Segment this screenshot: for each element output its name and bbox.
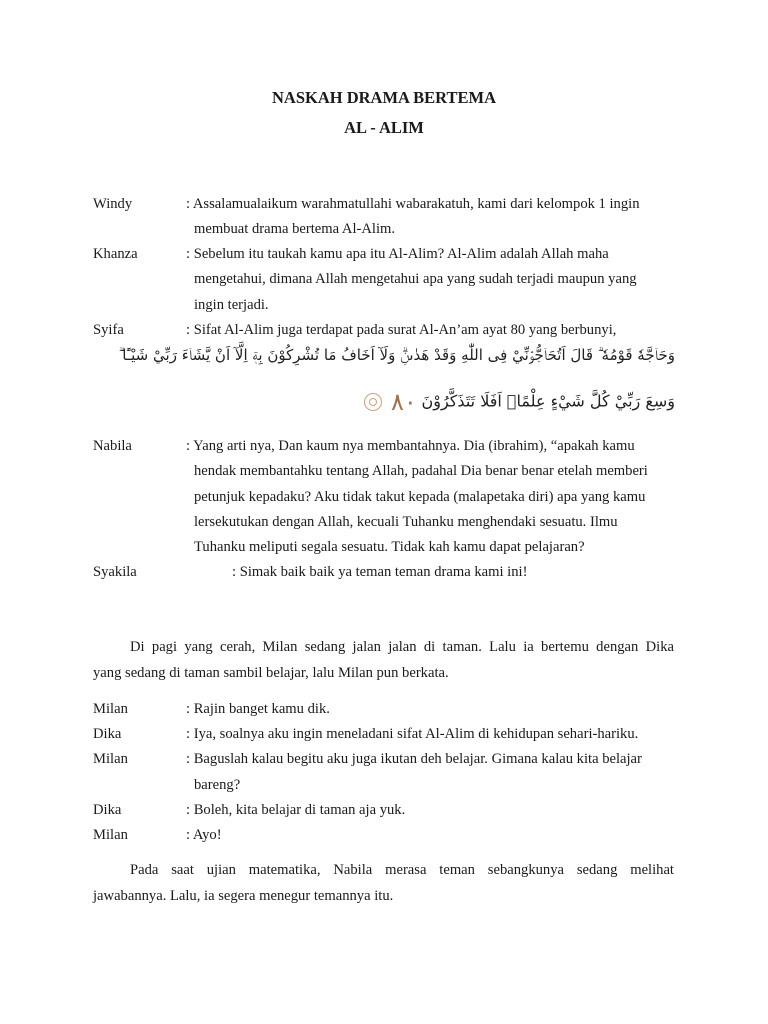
speaker-name: Milan xyxy=(93,751,128,767)
dialog-line: : Sifat Al-Alim juga terdapat pada surat Al-An’am ayat 80 yang berbunyi, xyxy=(186,322,617,338)
dialog-line: lersekutukan dengan Allah, kecuali Tuhanku menghendaki sesuatu. Ilmu xyxy=(194,514,618,530)
ayah-end-marker-icon xyxy=(364,393,382,411)
dialog-line: hendak membantahku tentang Allah, padahal Dia benar benar etelah memberi xyxy=(194,463,648,479)
speaker-name: Syifa xyxy=(93,322,124,338)
arabic-verse-line-1: وَحَاۤجَّهٗ قَوْمُهٗ ۗ قَالَ اَتُحَاۤجُّوْۤنِّيْ فِى اللّٰهِ وَقَدْ هَدٰىنِۗ وَلَآ اَخَافُ مَا تُشْرِكُوْنَ بِهٖٓ اِلَّآ اَنْ يَّشَاۤءَ رَبِّيْ شَيْـًٔا ۗ xyxy=(118,346,675,364)
speaker-name: Milan xyxy=(93,701,128,717)
arabic-verse-line-2 xyxy=(364,388,675,416)
dialog-line: ingin terjadi. xyxy=(194,297,269,313)
dialog-line: : Assalamualaikum warahmatullahi wabarakatuh, kami dari kelompok 1 ingin xyxy=(186,196,640,212)
narration-line: Pada saat ujian matematika, Nabila merasa teman sebangkunya sedang melihat xyxy=(130,862,674,878)
dialog-line: : Yang arti nya, Dan kaum nya membantahnya. Dia (ibrahim), “apakah kamu xyxy=(186,438,635,454)
dialog-line: : Ayo! xyxy=(186,827,222,843)
dialog-line: : Baguslah kalau begitu aku juga ikutan deh belajar. Gimana kalau kita belajar xyxy=(186,751,642,767)
ayah-number: ٨٠ xyxy=(390,388,417,416)
speaker-name: Windy xyxy=(93,196,133,212)
dialog-line: : Rajin banget kamu dik. xyxy=(186,701,330,717)
dialog-line: : Iya, soalnya aku ingin meneladani sifat Al-Alim di kehidupan sehari-hariku. xyxy=(186,726,639,742)
dialog-line: petunjuk kepadaku? Aku tidak takut kepada (malapetaka diri) apa yang kamu xyxy=(194,489,646,505)
speaker-name: Dika xyxy=(93,802,122,818)
speaker-name: Milan xyxy=(93,827,128,843)
arabic-verse-text: وَسِعَ رَبِّيْ كُلَّ شَيْءٍ عِلْمًاۗ اَفَلَا تَتَذَكَّرُوْنَ xyxy=(421,391,675,411)
narration-line: jawabannya. Lalu, ia segera menegur temannya itu. xyxy=(93,888,394,904)
speaker-name: Khanza xyxy=(93,246,138,262)
speaker-name: Syakila xyxy=(93,564,137,580)
narration-line: yang sedang di taman sambil belajar, lalu Milan pun berkata. xyxy=(93,665,449,681)
dialog-line: : Simak baik baik ya teman teman drama kami ini! xyxy=(232,564,528,580)
dialog-line: membuat drama bertema Al-Alim. xyxy=(194,221,396,237)
dialog-line: : Sebelum itu taukah kamu apa itu Al-Alim? Al-Alim adalah Allah maha xyxy=(186,246,609,262)
title-line-2: AL - ALIM xyxy=(344,118,424,137)
speaker-name: Dika xyxy=(93,726,122,742)
dialog-line: Tuhanku meliputi segala sesuatu. Tidak kah kamu dapat pelajaran? xyxy=(194,539,585,555)
narration-line: Di pagi yang cerah, Milan sedang jalan jalan di taman. Lalu ia bertemu dengan Dika xyxy=(130,639,674,655)
dialog-line: mengetahui, dimana Allah mengetahui apa yang sudah terjadi maupun yang xyxy=(194,271,637,287)
speaker-name: Nabila xyxy=(93,438,132,454)
title-line-1: NASKAH DRAMA BERTEMA xyxy=(271,88,496,107)
dialog-line: : Boleh, kita belajar di taman aja yuk. xyxy=(186,802,406,818)
dialog-line: bareng? xyxy=(194,777,241,793)
